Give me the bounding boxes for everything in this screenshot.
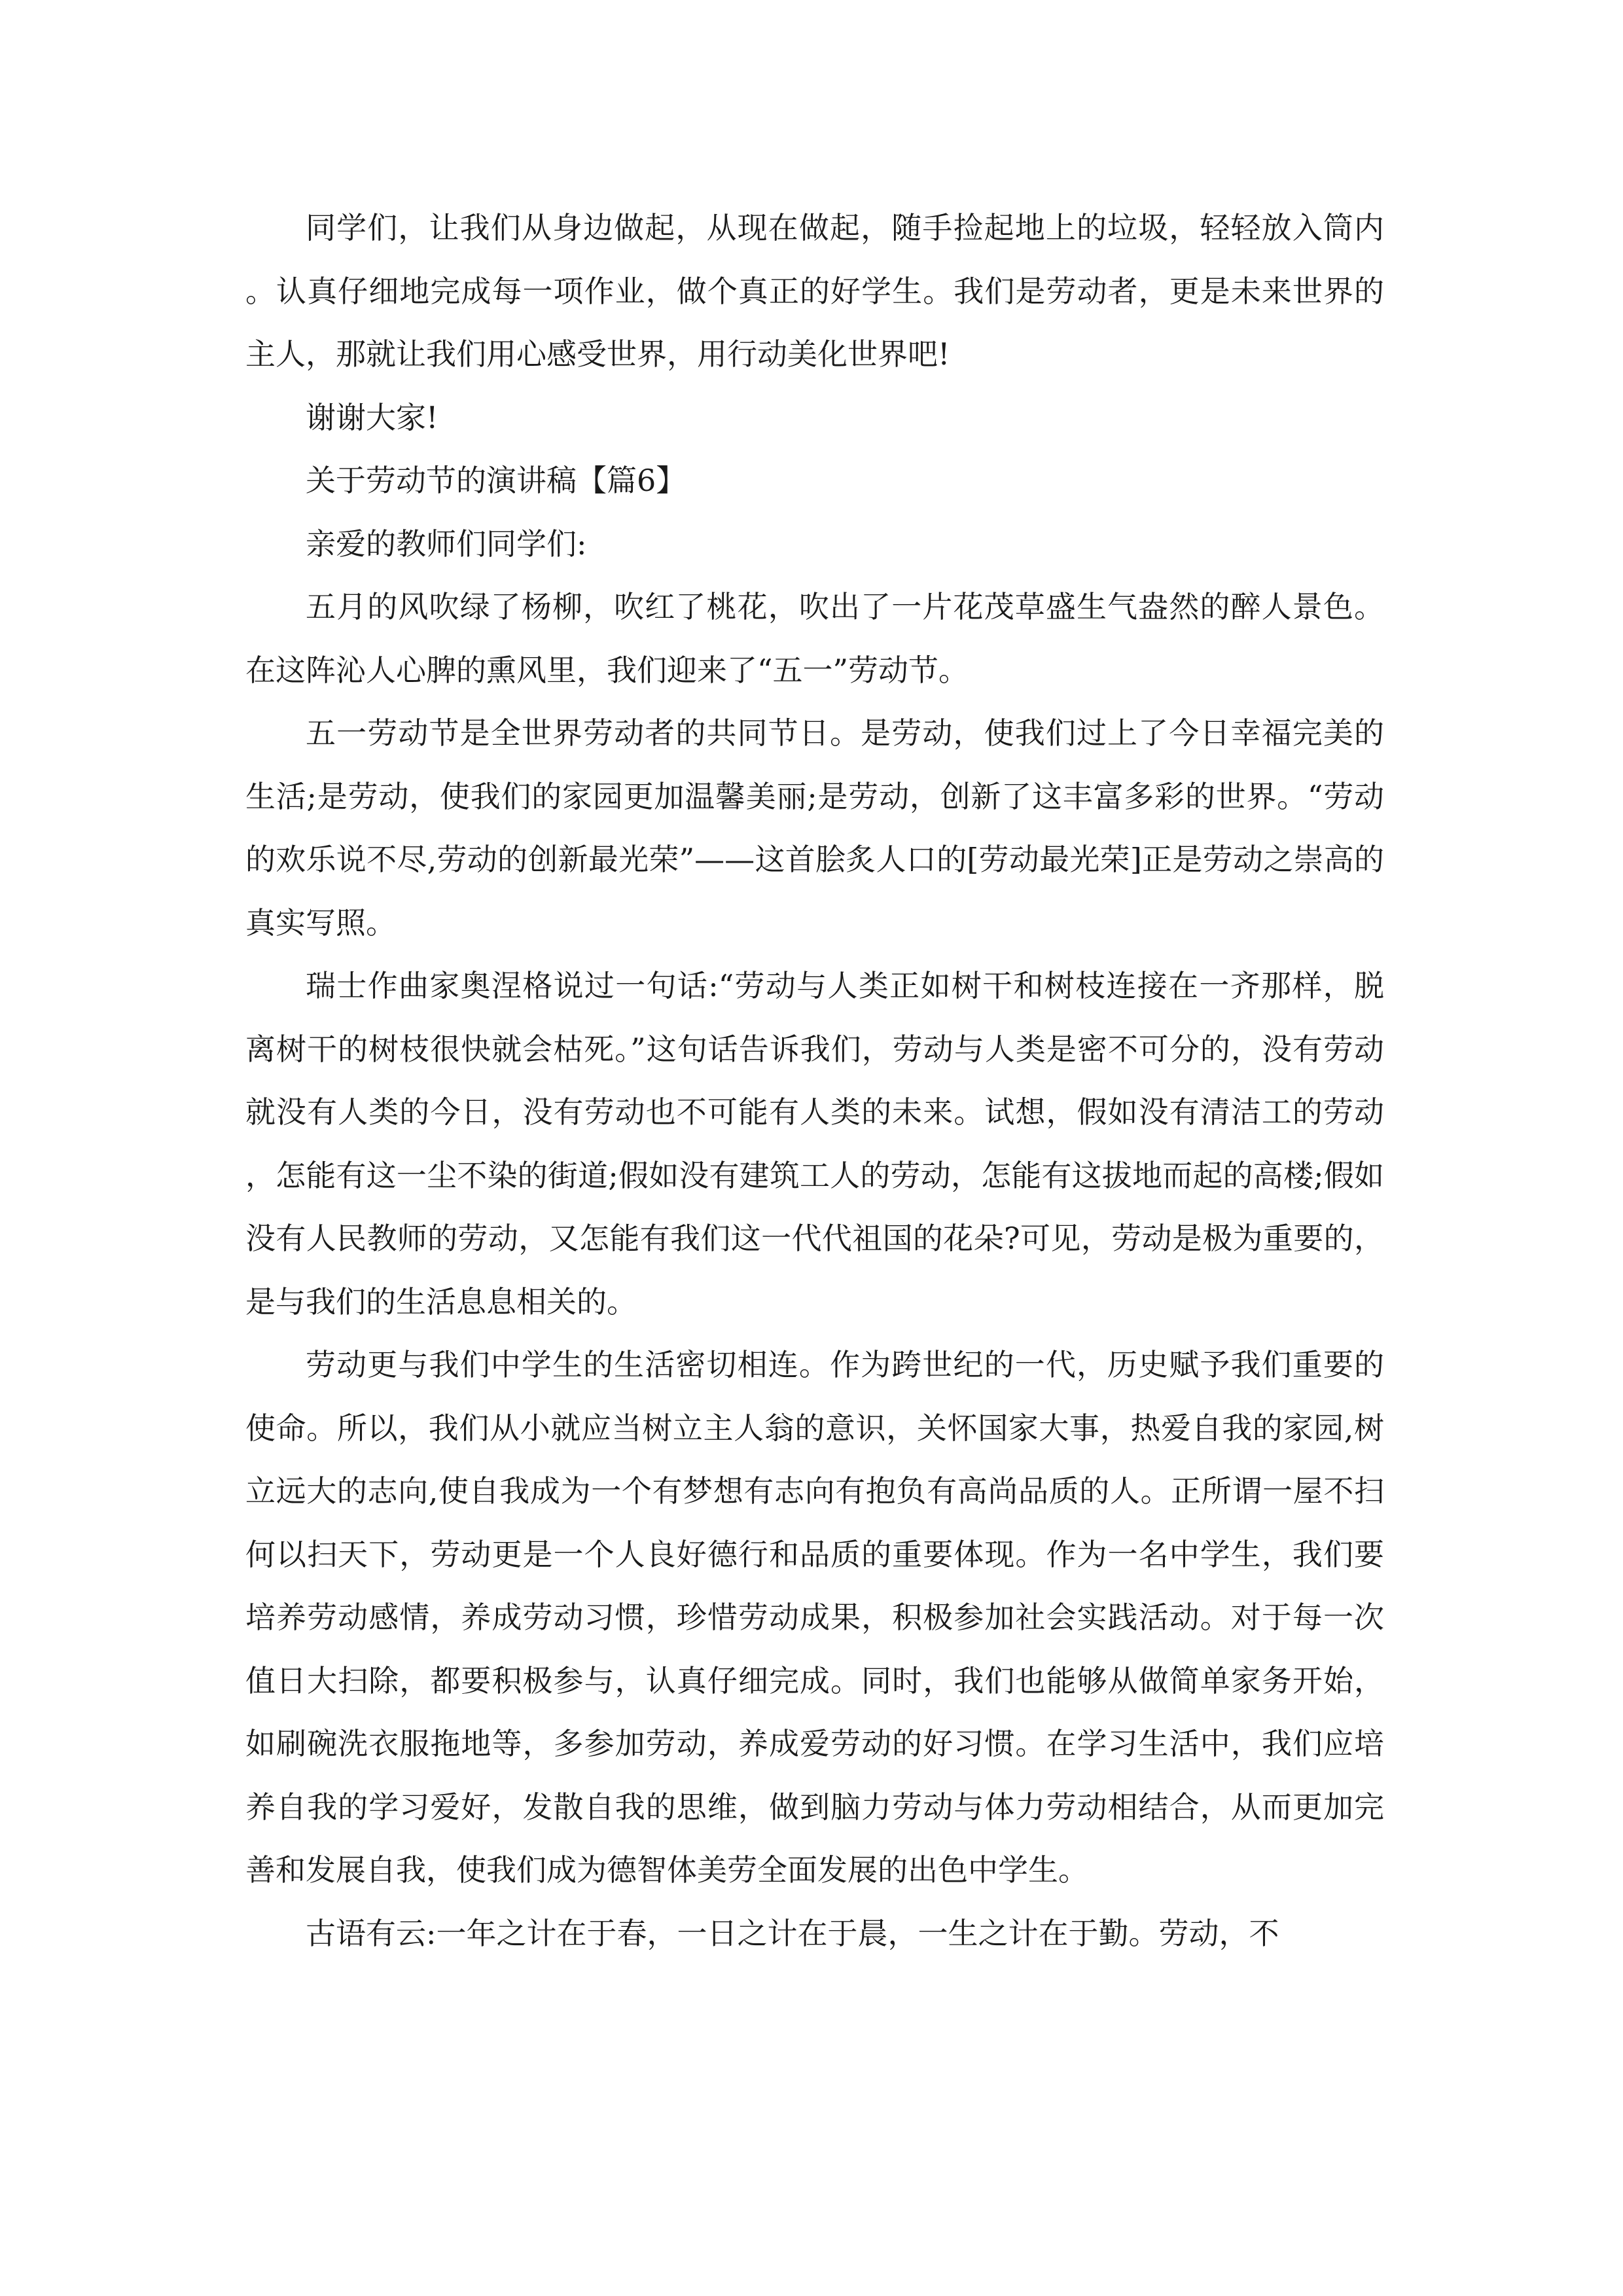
- paragraph-students: 劳动更与我们中学生的生活密切相连。作为跨世纪的一代，历史赋予我们重要的使命。所以，我们从小就应当树立主人翁的意识，关怀国家大事，热爱自我的家园,树立远大的志向,使自我成为一个有梦想有志向有抱负有高尚品质的人。正所谓一屋不扫何以扫天下，劳动更是一个人良好德行和品质的重要体现。作为一名中学生，我们要培养劳动感情，养成劳动习惯，珍惜劳动成果，积极参加社会实践活动。对于每一次值日大扫除，都要积极参与，认真仔细完成。同时，我们也能够从做简单家务开始，如刷碗洗衣服拖地等，多参加劳动，养成爱劳动的好习惯。在学习生活中，我们应培养自我的学习爱好，发散自我的思维，做到脑力劳动与体力劳动相结合，从而更加完善和发展自我，使我们成为德智体美劳全面发展的出色中学生。: [245, 1347, 1384, 1888]
- paragraph-thanks: 谢谢大家!: [306, 399, 438, 435]
- paragraph-may-wind: 五月的风吹绿了杨柳，吹红了桃花，吹出了一片花茂草盛生气盎然的醉人景色。在这阵沁人心脾的熏风里，我们迎来了“五一”劳动节。: [245, 589, 1384, 688]
- paragraph-salutation: 亲爱的教师们同学们:: [306, 526, 587, 562]
- paragraph-closing-appeal: 同学们，让我们从身边做起，从现在做起，随手捡起地上的垃圾，轻轻放入筒内。认真仔细地完成每一项作业，做个真正的好学生。我们是劳动者，更是未来世界的主人，那就让我们用心感受世界，用行动美化世界吧!: [245, 210, 1384, 372]
- section-heading: 关于劳动节的演讲稿【篇6】: [306, 463, 687, 498]
- paragraph-ancient-saying: 古语有云:一年之计在于春，一日之计在于晨，一生之计在于勤。劳动，不: [306, 1915, 1279, 1951]
- document-body: [245, 196, 1384, 1965]
- paragraph-labor-day: 五一劳动节是全世界劳动者的共同节日。是劳动，使我们过上了今日幸福完美的生活;是劳动，使我们的家园更加温馨美丽;是劳动，创新了这丰富多彩的世界。“劳动的欢乐说不尽,劳动的创新最光荣”——这首脍炙人口的[劳动最光荣]正是劳动之崇高的真实写照。: [245, 715, 1384, 941]
- paragraph-honegger-quote: 瑞士作曲家奥涅格说过一句话:“劳动与人类正如树干和树枝连接在一齐那样，脱离树干的树枝很快就会枯死。”这句话告诉我们，劳动与人类是密不可分的，没有劳动就没有人类的今日，没有劳动也不可能有人类的未来。试想，假如没有清洁工的劳动，怎能有这一尘不染的街道;假如没有建筑工人的劳动，怎能有这拔地而起的高楼;假如没有人民教师的劳动，又怎能有我们这一代代祖国的花朵?可见，劳动是极为重要的，是与我们的生活息息相关的。: [245, 968, 1384, 1319]
